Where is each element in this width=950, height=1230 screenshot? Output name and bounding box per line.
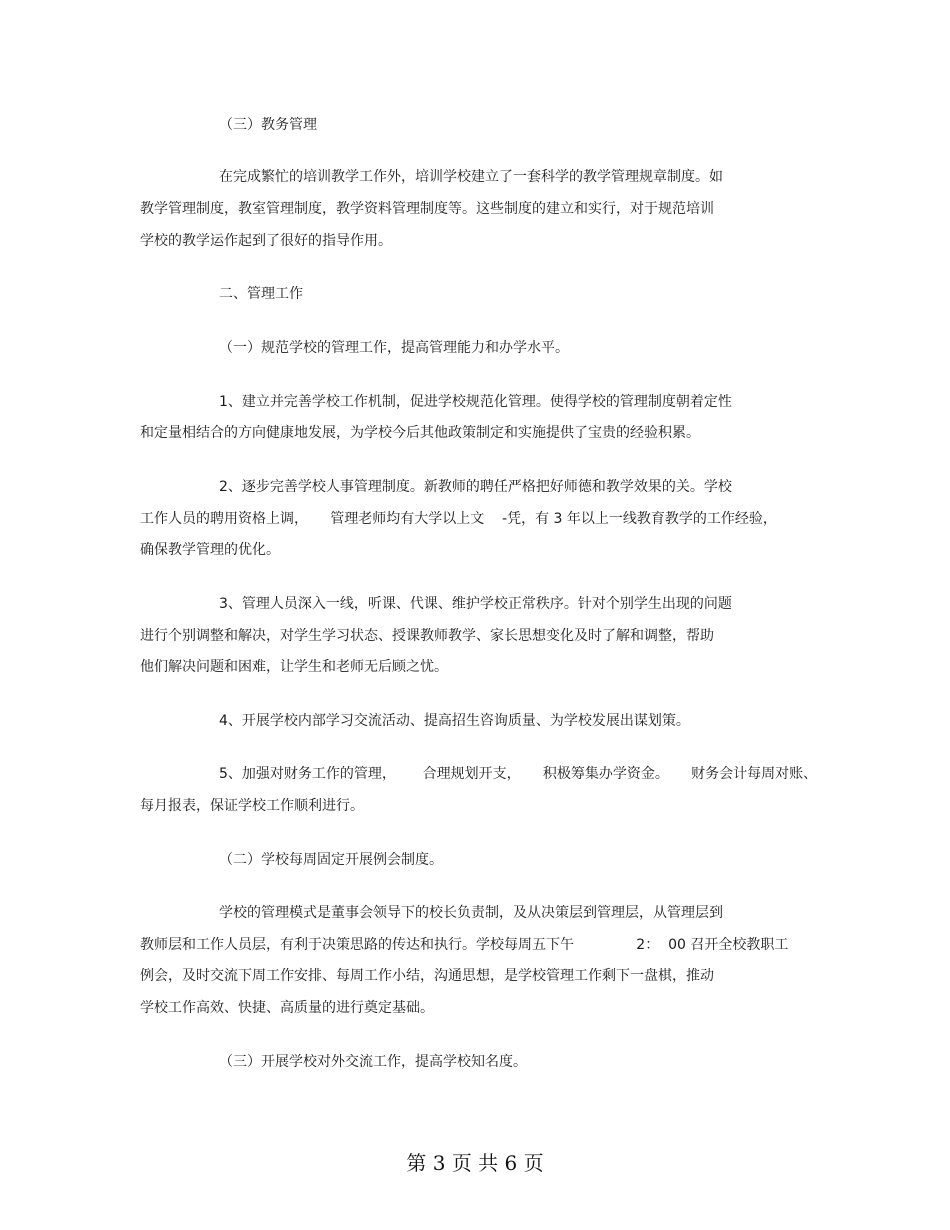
paragraph-line: 3、管理人员深入一线，听课、代课、维护学校正常秩序。针对个别学生出现的问题 xyxy=(219,596,732,612)
subheading-3: （三）开展学校对外交流工作，提高学校知名度。 xyxy=(219,1054,527,1070)
paragraph-line: 进行个别调整和解决，对学生学习状态、授课教师教学、家长思想变化及时了解和调整，帮助 xyxy=(140,628,714,644)
paragraph-line: 学校的管理模式是董事会领导下的校长负责制，及从决策层到管理层，从管理层到 xyxy=(219,905,723,921)
paragraph-line: 4、开展学校内部学习交流活动、提高招生咨询质量、为学校发展出谋划策。 xyxy=(219,713,690,729)
paragraph-line: 在完成繁忙的培训教学工作外，培训学校建立了一套科学的教学管理规章制度。如 xyxy=(219,169,723,185)
paragraph-line: 确保教学管理的优化。 xyxy=(140,542,280,558)
page-footer: 第 3 页 共 6 页 xyxy=(406,1151,544,1175)
paragraph-line: 教学管理制度，教室管理制度，教学资料管理制度等。这些制度的建立和实行，对于规范培训 xyxy=(140,201,714,217)
paragraph-line: 工作人员的聘用资格上调， 管理老师均有大学以上文 -凭，有 3 年以上一线教育教学的工作经验， xyxy=(140,511,777,527)
heading-jiaowu: （三）教务管理 xyxy=(219,117,317,133)
section-heading-management: 二、管理工作 xyxy=(219,286,303,302)
paragraph-line: 每月报表，保证学校工作顺利进行。 xyxy=(140,798,364,814)
paragraph-line: 和定量相结合的方向健康地发展，为学校今后其他政策制定和实施提供了宝贵的经验积累。 xyxy=(140,425,700,441)
paragraph-line: 教师层和工作人员层，有利于决策思路的传达和执行。学校每周五下午 2： 00 召开全校教职工 xyxy=(140,937,789,953)
paragraph-line: 学校工作高效、快捷、高质量的进行奠定基础。 xyxy=(140,1000,434,1016)
paragraph-line: 5、加强对财务工作的管理， 合理规划开支， 积极筹集办学资金。 财务会计每周对账、 xyxy=(219,766,818,782)
paragraph-line: 2、逐步完善学校人事管理制度。新教师的聘任严格把好师德和教学效果的关。学校 xyxy=(219,479,732,495)
subheading-2: （二）学校每周固定开展例会制度。 xyxy=(219,852,443,868)
paragraph-line: 例会，及时交流下周工作安排、每周工作小结，沟通思想，是学校管理工作剩下一盘棋，推动 xyxy=(140,968,714,984)
subheading-1: （一）规范学校的管理工作，提高管理能力和办学水平。 xyxy=(219,340,569,356)
paragraph-line: 1、建立并完善学校工作机制，促进学校规范化管理。使得学校的管理制度朝着定性 xyxy=(219,394,732,410)
paragraph-line: 他们解决问题和困难，让学生和老师无后顾之忧。 xyxy=(140,659,448,675)
paragraph-line: 学校的教学运作起到了很好的指导作用。 xyxy=(140,233,392,249)
